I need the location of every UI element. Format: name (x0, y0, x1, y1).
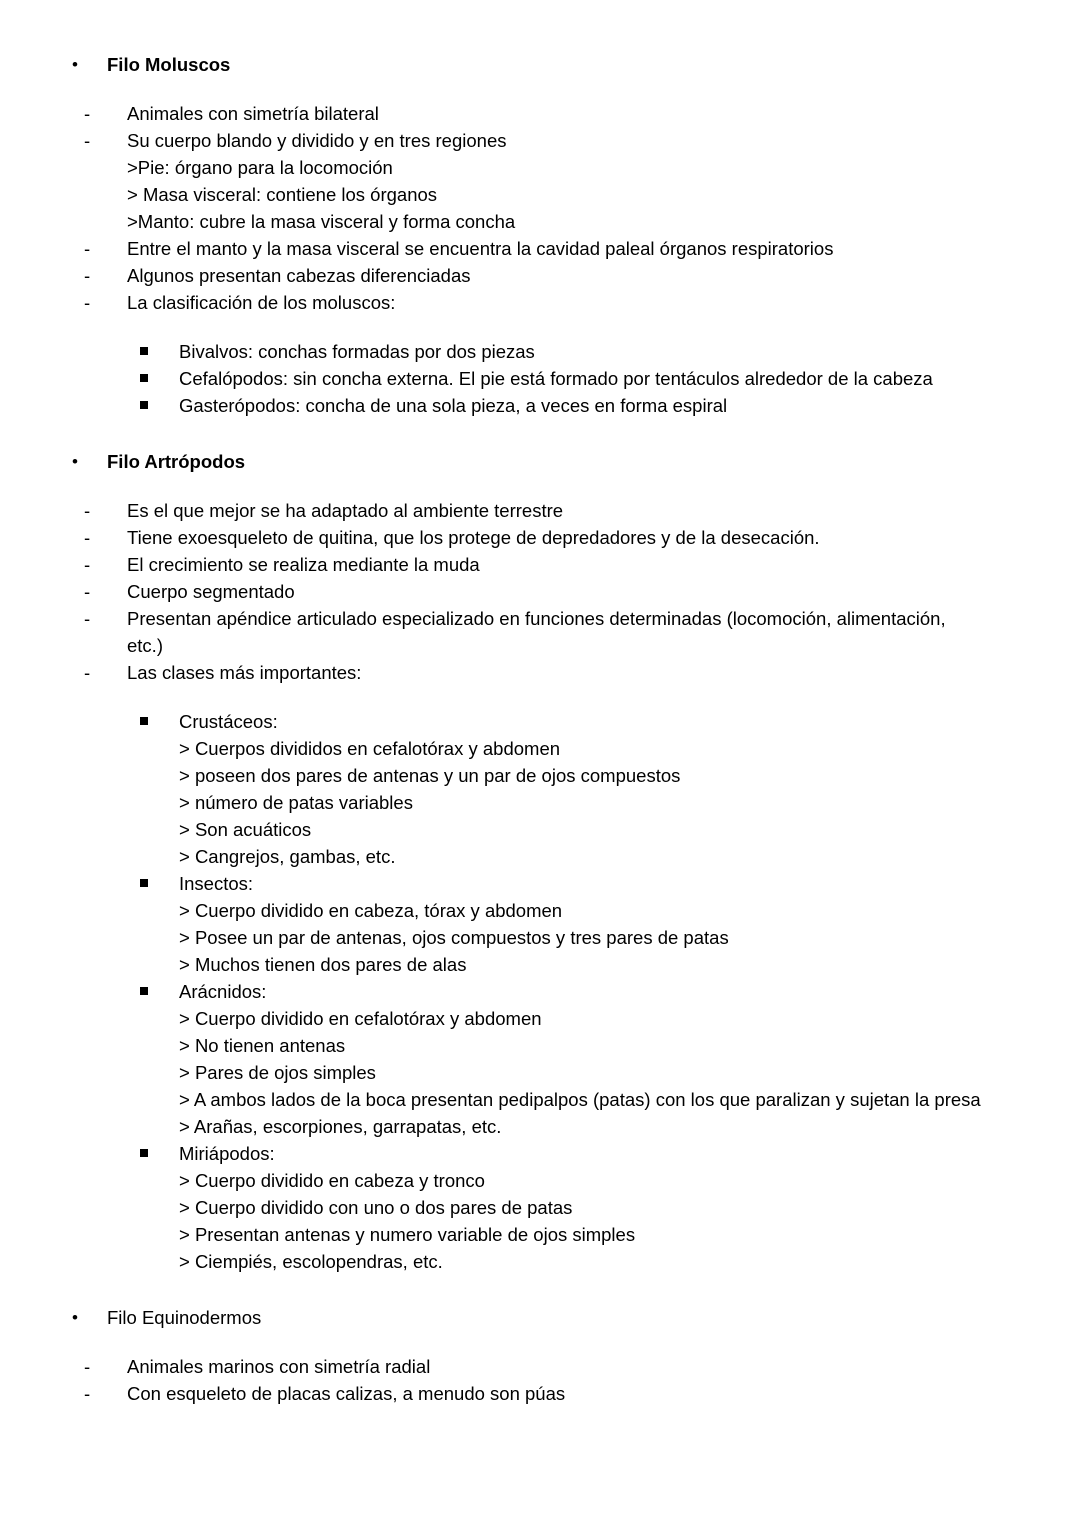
dash-icon: - (84, 292, 91, 313)
list-item (62, 127, 1018, 154)
sub-line: > Cuerpos divididos en cefalotórax y abdomen (179, 738, 561, 759)
heading-text: Filo Artrópodos (107, 451, 246, 472)
list-item-text: Crustáceos: (179, 711, 278, 732)
square-bullet-icon (140, 879, 148, 887)
list-item (62, 235, 1018, 262)
list-item-text: Su cuerpo blando y dividido y en tres regiones (127, 130, 507, 151)
sub-line: > poseen dos pares de antenas y un par de ojos compuestos (179, 765, 681, 786)
sub-line: > Arañas, escorpiones, garrapatas, etc. (179, 1116, 502, 1137)
sub-line: > Cuerpo dividido con uno o dos pares de patas (179, 1197, 573, 1218)
list-item-text: Cuerpo segmentado (127, 581, 295, 602)
dash-icon: - (84, 662, 91, 683)
sub-line: > Ciempiés, escolopendras, etc. (179, 1251, 443, 1272)
list-item (62, 578, 1018, 605)
list-item-text: Cefalópodos: sin concha externa. El pie está formado por tentáculos alrededor de la cabeza (179, 368, 933, 389)
dash-icon: - (84, 527, 91, 548)
sub-line: > No tienen antenas (179, 1035, 346, 1056)
sub-line: > A ambos lados de la boca presentan pedipalpos (patas) con los que paralizan y sujetan la presa (179, 1089, 981, 1110)
sub-line: > Son acuáticos (179, 819, 312, 840)
heading-text: Filo Equinodermos (107, 1307, 262, 1328)
spacer (62, 1331, 1018, 1353)
dash-icon: - (84, 1383, 91, 1404)
spacer (62, 475, 1018, 497)
sub-line: >Pie: órgano para la locomoción (127, 157, 393, 178)
list-item-wrap: etc.) (127, 635, 163, 656)
sub-line: > Pares de ojos simples (179, 1062, 376, 1083)
dash-icon: - (84, 1356, 91, 1377)
sub-line: > número de patas variables (179, 792, 413, 813)
square-bullet-icon (140, 717, 148, 725)
list-item-text: Miriápodos: (179, 1143, 275, 1164)
square-bullet-icon (140, 347, 148, 355)
list-item-text: Arácnidos: (179, 981, 267, 1002)
square-bullet-icon (140, 374, 148, 382)
sub-line: > Presentan antenas y numero variable de ojos simples (179, 1224, 636, 1245)
list-item (62, 1353, 1018, 1380)
list-item-text: Animales marinos con simetría radial (127, 1356, 431, 1377)
list-item (62, 1380, 1018, 1407)
list-item-text: Las clases más importantes: (127, 662, 362, 683)
list-item (62, 870, 1018, 897)
heading-text: Filo Moluscos (107, 54, 231, 75)
square-bullet-icon (140, 401, 148, 409)
list-item (62, 551, 1018, 578)
list-item (62, 1140, 1018, 1167)
list-item-text: Bivalvos: conchas formadas por dos piezas (179, 341, 535, 362)
sub-line: > Cangrejos, gambas, etc. (179, 846, 396, 867)
list-item (62, 659, 1018, 686)
list-item-text: Presentan apéndice articulado especializado en funciones determinadas (locomoción, alimentación, (127, 608, 946, 629)
dash-icon: - (84, 265, 91, 286)
section-heading-equinodermos (62, 1305, 1018, 1331)
list-item-text: Animales con simetría bilateral (127, 103, 379, 124)
spacer (62, 686, 1018, 708)
list-item-text: Con esqueleto de placas calizas, a menudo son púas (127, 1383, 566, 1404)
square-bullet-icon (140, 987, 148, 995)
list-item-text: El crecimiento se realiza mediante la muda (127, 554, 480, 575)
spacer (62, 1275, 1018, 1305)
document-body (62, 52, 1018, 1407)
list-item (62, 100, 1018, 127)
sub-line: > Muchos tienen dos pares de alas (179, 954, 467, 975)
spacer (62, 419, 1018, 449)
sub-line: > Posee un par de antenas, ojos compuestos y tres pares de patas (179, 927, 729, 948)
sub-line: >Manto: cubre la masa visceral y forma concha (127, 211, 516, 232)
list-item (62, 497, 1018, 524)
list-item-text: La clasificación de los moluscos: (127, 292, 396, 313)
spacer (62, 78, 1018, 100)
dash-icon: - (84, 103, 91, 124)
section-heading-moluscos (62, 52, 1018, 78)
list-item (62, 262, 1018, 289)
square-bullet-icon (140, 1149, 148, 1157)
dash-icon: - (84, 608, 91, 629)
list-item (62, 338, 1018, 365)
dash-icon: - (84, 238, 91, 259)
list-item (62, 365, 1018, 392)
dash-icon: - (84, 554, 91, 575)
sub-line: > Cuerpo dividido en cefalotórax y abdomen (179, 1008, 542, 1029)
sub-line: > Cuerpo dividido en cabeza, tórax y abdomen (179, 900, 563, 921)
list-item-text: Entre el manto y la masa visceral se encuentra la cavidad paleal órganos respiratorios (127, 238, 834, 259)
list-item-text: Tiene exoesqueleto de quitina, que los protege de depredadores y de la desecación. (127, 527, 820, 548)
list-item-text: Es el que mejor se ha adaptado al ambiente terrestre (127, 500, 564, 521)
bullet-icon: • (72, 452, 78, 471)
bullet-icon: • (72, 55, 78, 74)
list-item (62, 524, 1018, 551)
sub-line: > Masa visceral: contiene los órganos (127, 184, 438, 205)
dash-icon: - (84, 500, 91, 521)
dash-icon: - (84, 130, 91, 151)
list-item-text: Insectos: (179, 873, 254, 894)
dash-icon: - (84, 581, 91, 602)
list-item-text: Algunos presentan cabezas diferenciadas (127, 265, 471, 286)
list-item (62, 978, 1018, 1005)
list-item (62, 289, 1018, 316)
bullet-icon: • (72, 1308, 78, 1327)
list-item (62, 708, 1018, 735)
list-item (62, 605, 1018, 632)
section-heading-artropodos (62, 449, 1018, 475)
list-item-text: Gasterópodos: concha de una sola pieza, a veces en forma espiral (179, 395, 728, 416)
spacer (62, 316, 1018, 338)
list-item (62, 392, 1018, 419)
sub-line: > Cuerpo dividido en cabeza y tronco (179, 1170, 485, 1191)
